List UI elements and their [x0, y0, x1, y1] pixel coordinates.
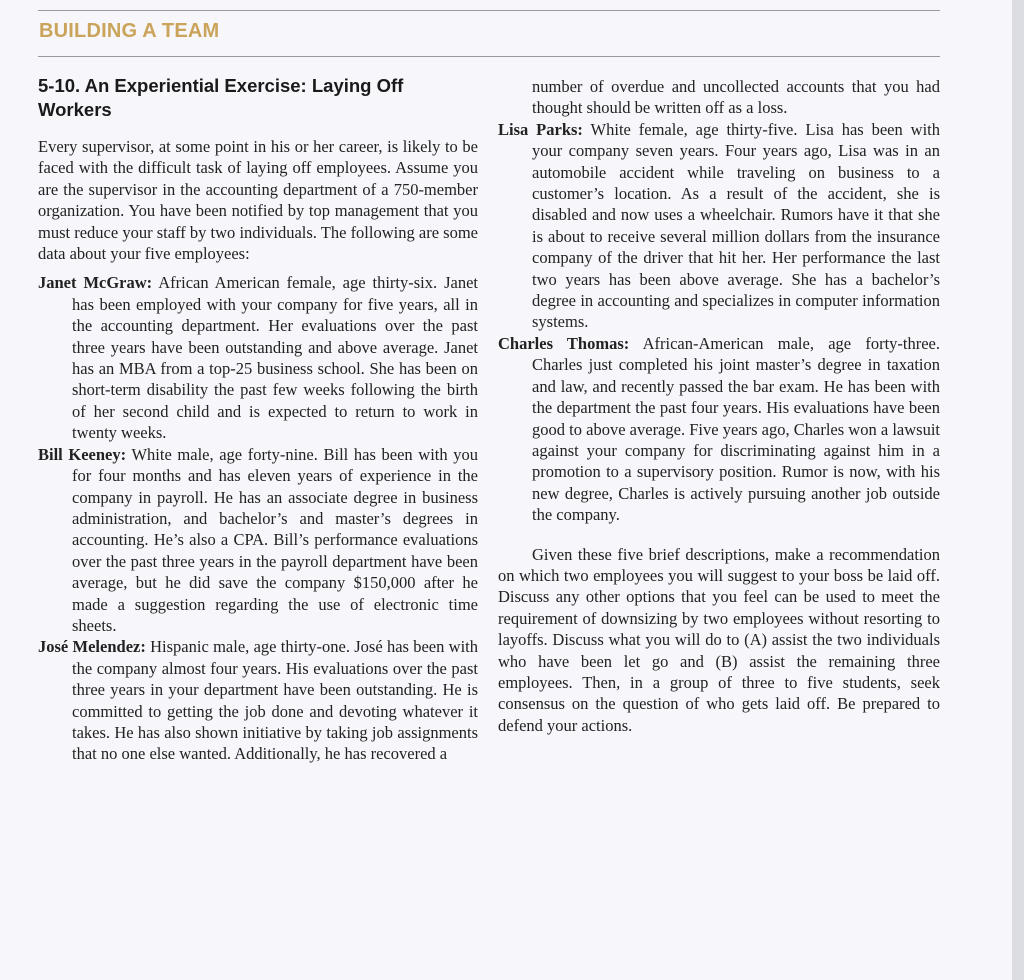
section-label: BUILDING A TEAM — [39, 20, 220, 42]
employee-description: African-American male, age forty-three. Charles just completed his joint master’s degree in taxation and law, and recently passed the bar exam. He has been with the department the past four years. His evaluations have been good to above average. Five years ago, Charles won a lawsuit against your company for discriminating against him in a promotion to a supervisory position. Rumor is now, with his new degree, Charles is actively pursuing another job outside the company. — [532, 333, 940, 525]
page-edge — [1012, 0, 1024, 980]
employee-entry-bill — [38, 444, 478, 637]
top-rule — [38, 10, 940, 11]
exercise-heading: 5-10. An Experiential Exercise: Laying Off Workers — [38, 75, 404, 120]
intro-paragraph: Every supervisor, at some point in his or her career, is likely to be faced with the difficult task of laying off employees. Assume you are the supervisor in the accounting department of a 750-member organization. You have been notified by top management that you must reduce your staff by two individuals. The following are some data about your five employees: — [38, 137, 478, 264]
left-column — [38, 74, 478, 765]
right-column — [498, 76, 940, 736]
employee-entry-charles — [498, 333, 940, 526]
employee-entry-lisa — [498, 119, 940, 333]
section-rule — [38, 56, 940, 57]
employee-entry-jose — [38, 636, 478, 764]
employee-entry-jose-continued: number of overdue and uncollected accounts that you had thought should be written off as a loss. — [532, 77, 940, 118]
closing-paragraph: Given these five brief descriptions, make a recommendation on which two employees you will suggest to your boss be laid off. Discuss any other options that you feel can be used to meet the requirement of downsizing by two employees without resorting to layoffs. Discuss what you will do to (A) assist the two individuals who have been let go and (B) assist the remaining three employees. Then, in a group of three to five students, seek consensus on the question of who gets laid off. Be prepared to defend your actions. — [498, 544, 940, 735]
employee-name: Bill Keeney: — [38, 444, 127, 464]
employee-description: Hispanic male, age thirty-one. José has been with the company almost four years. His evaluations over the past three years in your department have been outstanding. He is committed to getting the job done and devoting whatever it takes. He has also shown initiative by taking job assignments that no one else wanted. Additionally, he has recovered a — [72, 637, 479, 764]
employee-entry-janet — [38, 272, 478, 443]
employee-name: Janet McGraw: — [38, 273, 153, 293]
employee-description: White male, age forty-nine. Bill has been with you for four months and has eleven years of experience in the company in payroll. He has an associate degree in business administration, and bachelor’s and master’s degrees in accounting. He’s also a CPA. Bill’s performance evaluations over the past three years in the payroll department have been average, but he did save the company $150,000 after he made a suggestion regarding the use of electronic time sheets. — [72, 444, 479, 635]
employee-name: Lisa Parks: — [498, 119, 583, 139]
employee-name: José Melendez: — [38, 637, 146, 657]
employee-description: African American female, age thirty-six. Janet has been employed with your company for five years, all in the accounting department. Her evaluations over the past three years have been outstanding and above average. Janet has an MBA from a top-25 business school. She has been on short-term disability the past few weeks following the birth of her second child and is expected to return to work in twenty weeks. — [72, 273, 478, 443]
employee-name: Charles Thomas: — [498, 333, 630, 353]
employee-description: White female, age thirty-five. Lisa has been with your company seven years. Four years ago, Lisa was in an automobile accident while traveling on business to a customer’s location. As a result of the accident, she is disabled and now uses a wheelchair. Rumors have it that she is about to receive several million dollars from the insurance company of the driver that hit her. Her performance the last two years has been above average. She has a bachelor’s degree in accounting and specializes in computer information systems. — [532, 119, 940, 332]
